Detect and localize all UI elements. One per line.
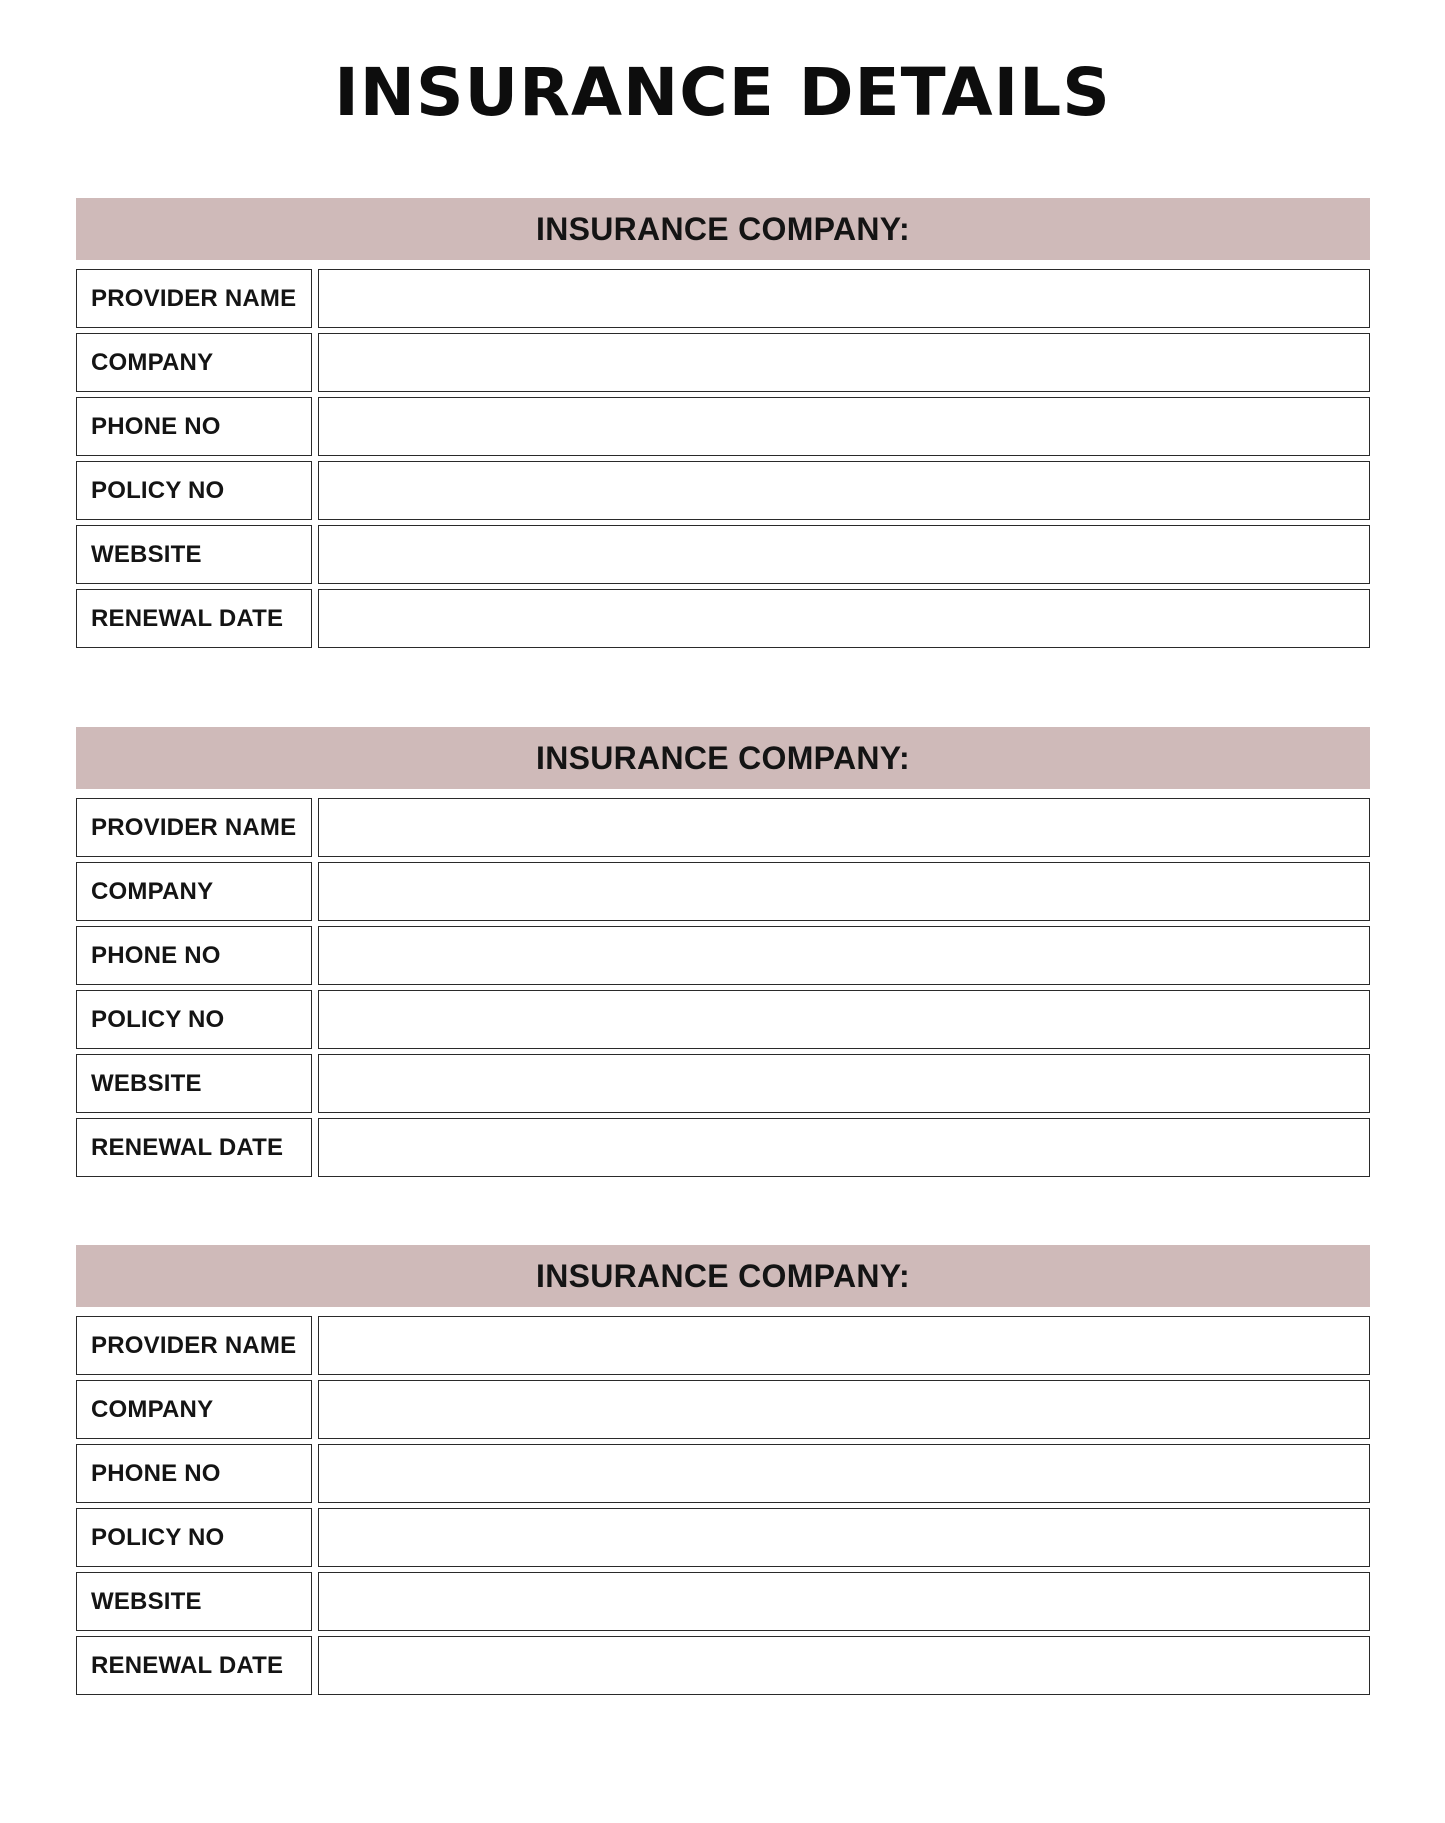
field-label: WEBSITE (76, 1054, 312, 1113)
provider-name-field[interactable] (318, 798, 1370, 857)
website-field[interactable] (318, 1572, 1370, 1631)
insurance-section-1 (76, 198, 1370, 653)
field-row-website (76, 1054, 1370, 1113)
field-label: POLICY NO (76, 1508, 312, 1567)
company-field[interactable] (318, 1380, 1370, 1439)
renewal-date-field[interactable] (318, 1636, 1370, 1695)
field-row-phone-no (76, 397, 1370, 456)
field-label: COMPANY (76, 862, 312, 921)
field-label: RENEWAL DATE (76, 1118, 312, 1177)
section-header: INSURANCE COMPANY: (76, 1245, 1370, 1307)
field-label: PROVIDER NAME (76, 269, 312, 328)
policy-no-field[interactable] (318, 1508, 1370, 1567)
field-label: COMPANY (76, 1380, 312, 1439)
policy-no-field[interactable] (318, 461, 1370, 520)
field-label: PROVIDER NAME (76, 798, 312, 857)
website-field[interactable] (318, 525, 1370, 584)
phone-no-field[interactable] (318, 397, 1370, 456)
section-header: INSURANCE COMPANY: (76, 727, 1370, 789)
company-field[interactable] (318, 333, 1370, 392)
field-row-company (76, 333, 1370, 392)
field-row-phone-no (76, 926, 1370, 985)
field-label: POLICY NO (76, 461, 312, 520)
field-row-website (76, 525, 1370, 584)
field-label: WEBSITE (76, 525, 312, 584)
insurance-section-2 (76, 727, 1370, 1182)
website-field[interactable] (318, 1054, 1370, 1113)
field-row-renewal-date (76, 1118, 1370, 1177)
field-label: PHONE NO (76, 1444, 312, 1503)
field-row-phone-no (76, 1444, 1370, 1503)
field-row-company (76, 862, 1370, 921)
renewal-date-field[interactable] (318, 1118, 1370, 1177)
phone-no-field[interactable] (318, 1444, 1370, 1503)
provider-name-field[interactable] (318, 269, 1370, 328)
field-label: POLICY NO (76, 990, 312, 1049)
field-row-provider-name (76, 269, 1370, 328)
renewal-date-field[interactable] (318, 589, 1370, 648)
insurance-section-3 (76, 1245, 1370, 1700)
policy-no-field[interactable] (318, 990, 1370, 1049)
field-row-policy-no (76, 1508, 1370, 1567)
field-row-policy-no (76, 461, 1370, 520)
field-label: WEBSITE (76, 1572, 312, 1631)
field-row-provider-name (76, 1316, 1370, 1375)
field-row-website (76, 1572, 1370, 1631)
field-label: PHONE NO (76, 397, 312, 456)
field-row-provider-name (76, 798, 1370, 857)
page-title: INSURANCE DETAILS (334, 54, 1111, 131)
provider-name-field[interactable] (318, 1316, 1370, 1375)
company-field[interactable] (318, 862, 1370, 921)
field-row-renewal-date (76, 589, 1370, 648)
field-label: COMPANY (76, 333, 312, 392)
field-label: RENEWAL DATE (76, 589, 312, 648)
field-label: PROVIDER NAME (76, 1316, 312, 1375)
field-label: RENEWAL DATE (76, 1636, 312, 1695)
field-row-policy-no (76, 990, 1370, 1049)
section-header: INSURANCE COMPANY: (76, 198, 1370, 260)
field-label: PHONE NO (76, 926, 312, 985)
phone-no-field[interactable] (318, 926, 1370, 985)
field-row-company (76, 1380, 1370, 1439)
field-row-renewal-date (76, 1636, 1370, 1695)
